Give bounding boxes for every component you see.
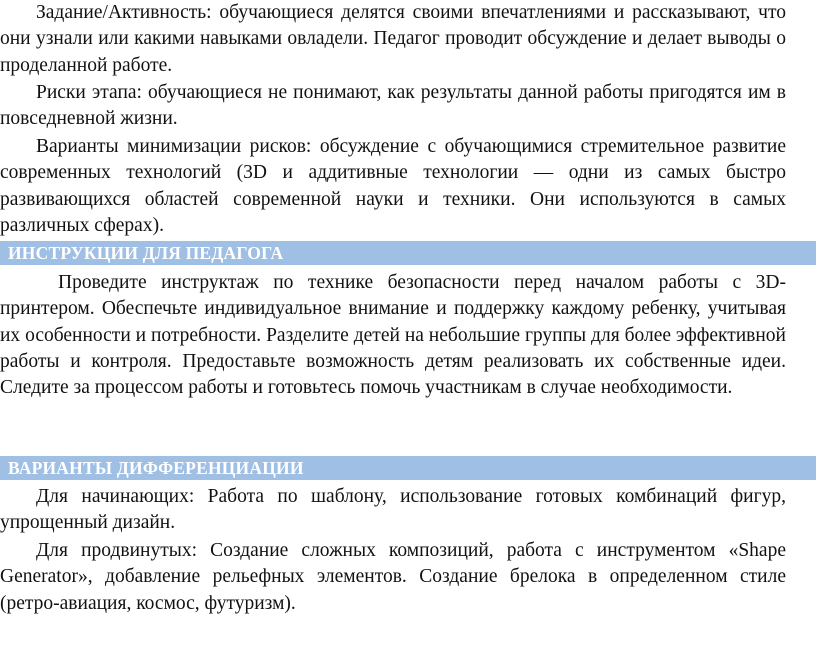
paragraph-risks: Риски этапа: обучающиеся не понимают, как результаты данной работы пригодятся им в повседневной жизни. (0, 82, 786, 130)
differentiation-advanced: Для продвинутых: Создание сложных композиций, работа с инструментом «Shape Generator», добавление рельефных элементов. Создание брелока в определенном стиле (ретро-авиация, космос, футуризм). (0, 540, 786, 614)
differentiation-beginners: Для начинающих: Работа по шаблону, использование готовых комбинаций фигур, упрощенный дизайн. (0, 486, 786, 534)
differentiation-heading: ВАРИАНТЫ ДИФФЕРЕНЦИАЦИИ (8, 458, 304, 478)
instructions-heading: ИНСТРУКЦИИ ДЛЯ ПЕДАГОГА (8, 243, 284, 263)
instructions-text: Проведите инструктаж по технике безопасности перед началом работы с 3D-принтером. Обеспечьте индивидуальное внимание и поддержку каждому ребенку, учитывая их особенности и потребности. Разделите детей на небольшие группы для более эффективной работы и контроля. Предоставьте возможность детям реализовать их собственные идеи. Следите за процессом работы и готовьтесь помочь участникам в случае необходимости. (0, 272, 786, 399)
instructions-heading-band (0, 241, 816, 265)
differentiation-heading-band (0, 456, 816, 480)
paragraph-risk-mitigation: Варианты минимизации рисков: обсуждение с обучающимися стремительное развитие современных технологий (3D и аддитивные технологии — одни из самых быстро развивающихся областей современной науки и техники. Они используются в самых различных сферах). (0, 136, 786, 236)
paragraph-task: Задание/Активность: обучающиеся делятся своими впечатлениями и рассказывают, что они узнали или какими навыками овладели. Педагог проводит обсуждение и делает выводы о проделанной работе. (0, 2, 786, 76)
